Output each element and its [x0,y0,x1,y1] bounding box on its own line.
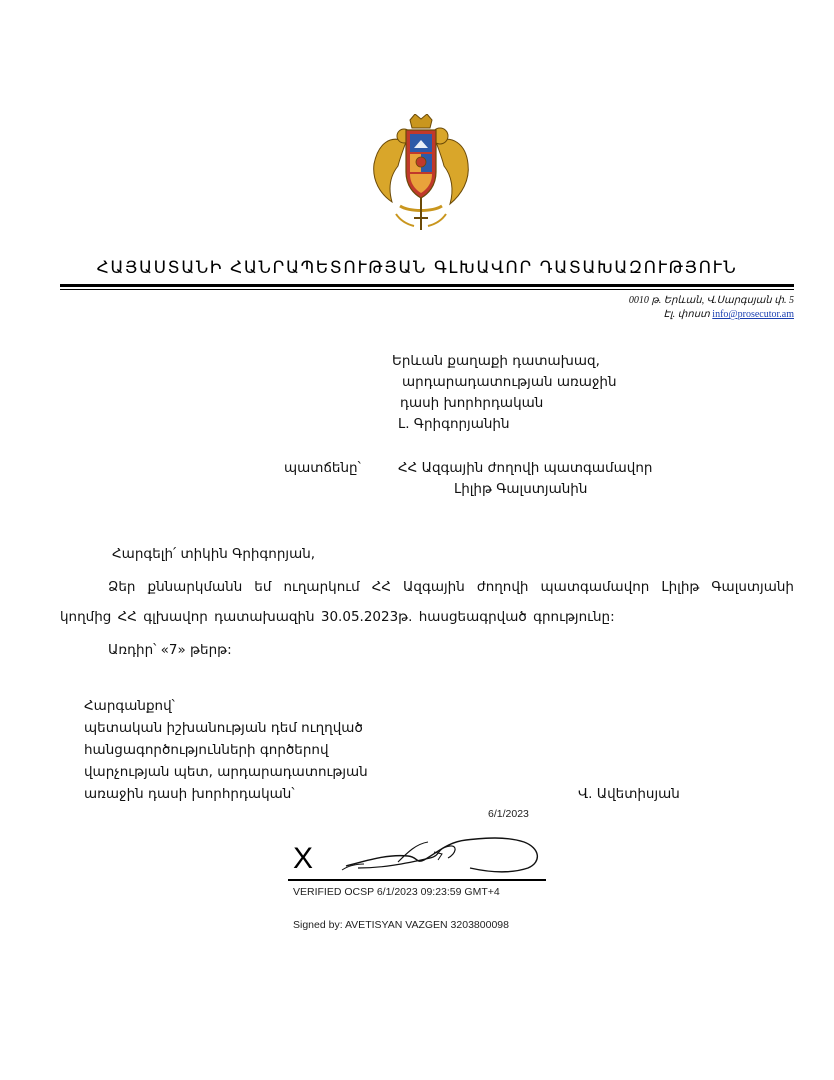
signature-line-1: Հարգանքով՝ [84,698,175,714]
header-rule-thin [60,289,794,290]
signature-line-4: վարչության պետ, արդարադատության [84,764,368,780]
email-line [664,309,794,321]
verification-status: VERIFIED OCSP 6/1/2023 09:23:59 GMT+4 [293,886,500,898]
copy-to-line-1: ՀՀ Ազգային ժողովի պատգամավոր [398,460,653,476]
signature-mark: X [293,842,314,875]
armenia-coat-of-arms-icon [370,114,472,234]
attachment-note: Առդիր՝ «7» թերթ: [108,642,232,658]
signature-line-2: պետական իշխանության դեմ ուղղված [84,720,363,736]
email-link[interactable]: info@prosecutor.am [712,309,794,320]
handwritten-signature [338,830,548,878]
paragraph-line-2: կողմից ՀՀ գլխավոր դատախազին 30.05.2023թ. հասցեագրված գրությունը: [60,609,615,625]
header-rule-thick [60,284,794,287]
copy-to-label: պատճենը՝ [284,460,361,476]
copy-to-line-2: Լիլիթ Գալստյանին [454,481,588,497]
signed-by: Signed by: AVETISYAN VAZGEN 3203800098 [293,919,509,931]
signer-name: Վ. Ավետիսյան [578,786,680,802]
signature-line-3: հանցագործությունների գործերով [84,742,329,758]
signature-line-5: առաջին դասի խորհրդական՝ [84,786,295,802]
address-line: 0010 թ. Երևան, Վ.Սարգսյան փ. 5 [628,295,794,306]
organization-title: ՀԱՅԱՍՏԱՆԻ ՀԱՆՐԱՊԵՏՈՒԹՅԱՆ ԳԼԽԱՎՈՐ ԴԱՏԱԽԱԶՈՒԹՅՈՒՆ [96,258,738,278]
recipient-line-3: դասի խորհրդական [400,395,544,411]
signature-line [288,879,546,881]
salutation: Հարգելի՛ տիկին Գրիգորյան, [112,546,316,562]
email-label: Էլ. փոստ [663,309,710,320]
signature-date: 6/1/2023 [488,808,529,820]
paragraph-line-1: Ձեր քննարկմանն եմ ուղարկում ՀՀ Ազգային ժողովի պատգամավոր Լիլիթ Գալստյանի [108,579,794,595]
recipient-line-4: Լ. Գրիգորյանին [398,416,510,432]
recipient-line-1: Երևան քաղաքի դատախազ, [392,353,600,369]
recipient-line-2: արդարադատության առաջին [402,374,617,390]
